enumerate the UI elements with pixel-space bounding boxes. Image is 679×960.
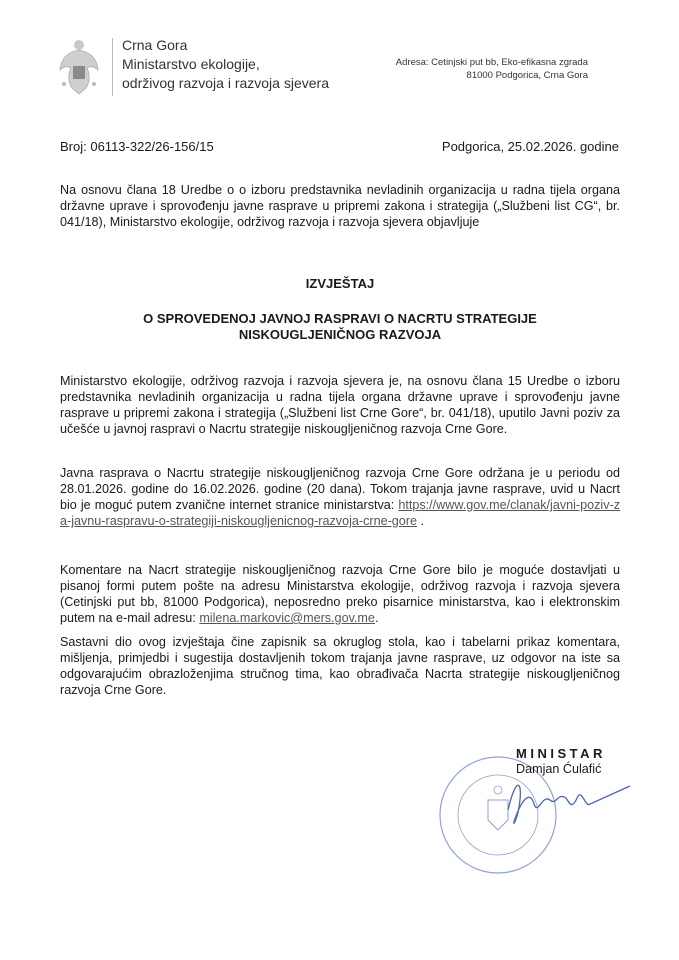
header-divider bbox=[112, 38, 113, 96]
paragraph-4: Sastavni dio ovog izvještaja čine zapisnik sa okruglog stola, kao i tabelarni prikaz komentara, mišljenja, primjedbi i sugestija dostavljenih tokom trajanja javne rasprave, uz odgovor na iste sa odgovarajućim obrazloženjima stručnog tima, kao obrađivača Nacrta strategije niskougljeničnog razvoja Crne Gore. bbox=[60, 635, 620, 697]
intro-paragraph: Na osnovu člana 18 Uredbe o o izboru predstavnika nevladinih organizacija u radna tijela organa državne uprave i sprovođenju javne rasprave u pripremi zakona i strategija („Službeni list CG“, br. 041/18), Ministarstvo ekologije, održivog razvoja i razvoja sjevera objavljuje bbox=[60, 183, 620, 229]
address-line: Adresa: Cetinjski put bb, Eko-efikasna zgrada bbox=[395, 57, 588, 68]
org-line: održivog razvoja i razvoja sjevera bbox=[122, 75, 329, 91]
organization-name bbox=[122, 36, 329, 93]
paragraph-2-end: . bbox=[416, 514, 424, 528]
email-link[interactable]: milena.markovic@mers.gov.me bbox=[199, 611, 375, 625]
org-line: Ministarstvo ekologije, bbox=[122, 56, 260, 72]
stamp-and-signature bbox=[430, 720, 650, 880]
signatory-role: MINISTAR bbox=[516, 746, 606, 761]
document-title: IZVJEŠTAJ bbox=[305, 276, 375, 291]
signature-scribble bbox=[508, 785, 630, 823]
place-date: Podgorica, 25.02.2026. godine bbox=[441, 139, 619, 154]
paragraph-2-text: Javna rasprava o Nacrtu strategije niskougljeničnog razvoja Crne Gore održana je u periodu od 28.01.2026. godine do 16.02.2026. godine (20 dana). Tokom trajanja javne rasprave, uvid u Nacrt bio je moguć putem zvanične internet stranice ministarstva: bbox=[60, 466, 620, 512]
address-line: 81000 Podgorica, Crna Gora bbox=[466, 70, 588, 81]
paragraph-3-end: . bbox=[374, 611, 379, 625]
subtitle-line: NISKOUGLJENIČNOG RAZVOJA bbox=[238, 327, 442, 342]
paragraph-3 bbox=[60, 562, 620, 626]
paragraph-2 bbox=[60, 465, 620, 529]
signatory-name: Damjan Ćulafić bbox=[516, 762, 602, 776]
reference-number: Broj: 06113-322/26-156/15 bbox=[60, 139, 214, 154]
address bbox=[396, 56, 588, 82]
org-line: Crna Gora bbox=[122, 37, 188, 53]
document-subtitle bbox=[60, 311, 620, 343]
subtitle-line: O SPROVEDENOJ JAVNOJ RASPRAVI O NACRTU STRATEGIJE bbox=[143, 311, 537, 326]
paragraph-1: Ministarstvo ekologije, održivog razvoja i razvoja sjevera je, na osnovu člana 15 Uredbe o izboru predstavnika nevladinih organizacija u radna tijela organa državne uprave i sprovođenju javne rasprave u pripremi zakona i strategija („Službeni list Crne Gore“, br. 041/18), uputilo Javni poziv za učešće u javnoj raspravi o Nacrtu strategije niskougljeničnog razvoja Crne Gore. bbox=[60, 374, 620, 436]
coat-of-arms-logo bbox=[58, 38, 100, 98]
consultation-link[interactable]: https://www.gov.me/clanak/javni-poziv-za-javnu-raspravu-o-strategiji-niskougljenicnog-razvoja-crne-gore bbox=[60, 498, 621, 528]
paragraph-3-text: Komentare na Nacrt strategije niskougljeničnog razvoja Crne Gore bilo je moguće dostavljati u pisanoj formi putem pošte na adresu Ministarstva ekologije, održivog razvoja i razvoja sjevera (Cetinjski put bb, 81000 Podgorica), neposredno preko pisarnice ministarstva, kao i elektronskim putem na e-mail adresu: bbox=[60, 563, 620, 625]
